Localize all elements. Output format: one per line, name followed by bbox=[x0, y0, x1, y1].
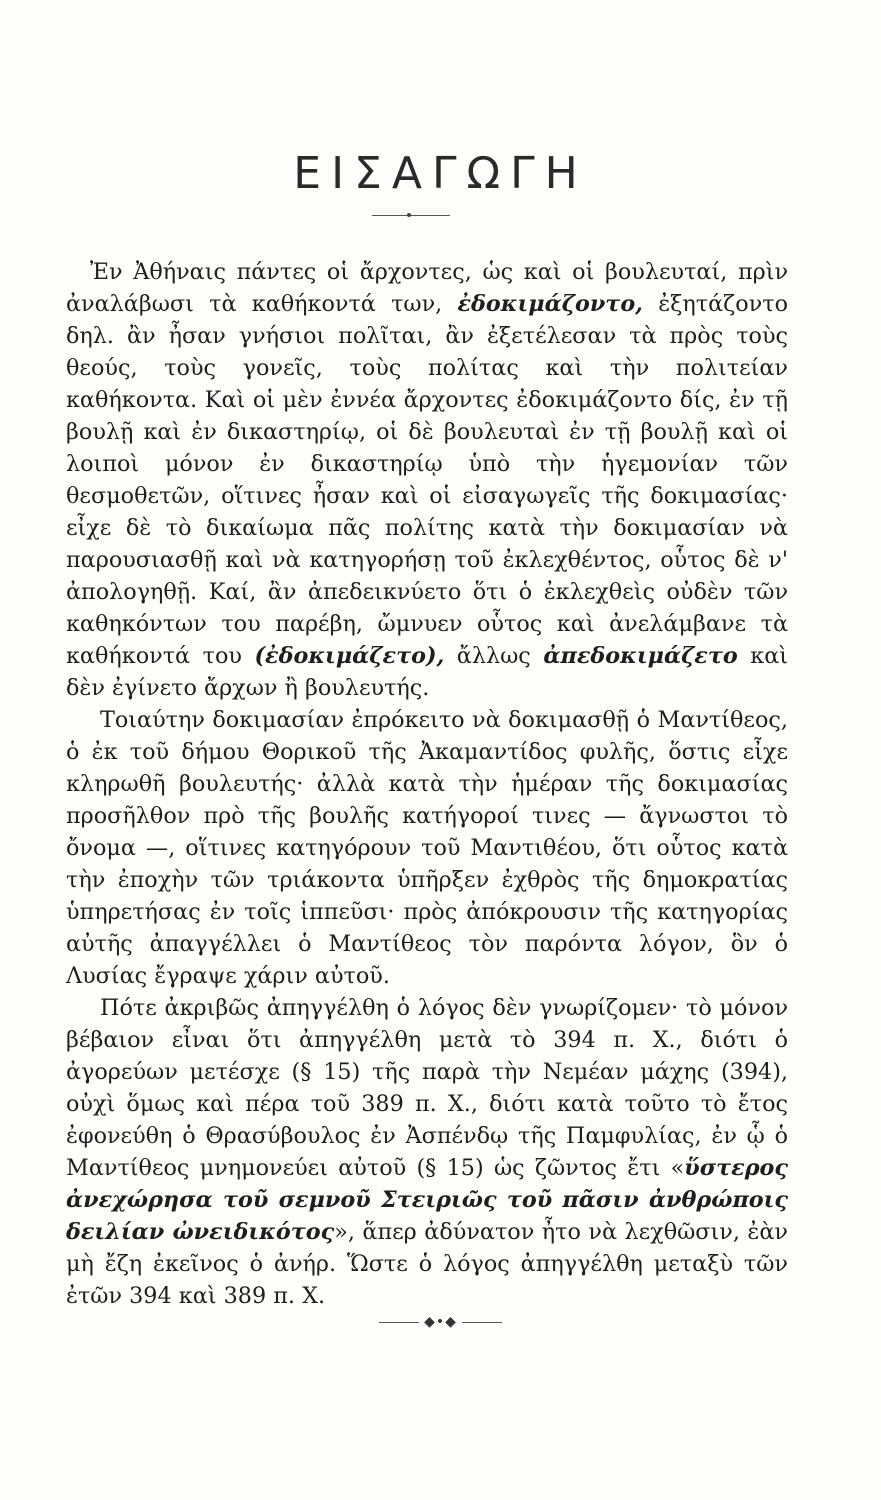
ornament-line-right bbox=[462, 1322, 502, 1323]
p1-emphasis-1: ἐδοκιμάζοντο, bbox=[457, 291, 643, 317]
p1-emphasis-2: (ἐδοκιμάζετο), bbox=[254, 643, 445, 669]
p2-text-1: Τοιαύτην δοκιμασίαν ἐπρόκειτο νὰ δοκιμασθῇ ὁ Μαντίθεος, ὁ ἐκ τοῦ δήμου Θορικοῦ τῆς Ἀκαμαντίδος φυλῆς, ὅστις εἶχε κληρωθῆ βουλευτής· ἀλλὰ κατὰ τὴν ἡμέραν τῆς δοκιμασίας προσῆλθον πρὸ τῆς βουλῆς κατήγοροί τινες — ἄγνωστοι τὸ ὄνομα —, οἵτινες κατηγόρουν τοῦ Μαντιθέου, ὅτι οὗτος κατὰ τὴν ἐποχὴν τῶν τριάκοντα ὑπῆρξεν ἐχθρὸς τῆς δημοκρατίας ὑπηρετήσας ἐν τοῖς ἱππεῦσι· πρὸς ἀπόκρουσιν τῆς κατηγορίας αὐτῆς ἀπαγγέλλει ὁ Μαντίθεος τὸν παρόντα λόγον, ὃν ὁ Λυσίας ἔγραψε χάριν αὐτοῦ. bbox=[66, 707, 788, 989]
p1-text-3: ἄλλως bbox=[444, 643, 544, 669]
p3-quotation: ὕστερος ἀνεχώρησα τοῦ σεμνοῦ Στειριῶς τοῦ πᾶσιν ἀνθρώποις δειλίαν ὠνειδικότος bbox=[66, 1155, 788, 1245]
p1-text-2: ἐξητάζοντο δηλ. ἂν ἦσαν γνήσιοι πολῖται, ἂν ἐξετέλεσαν τὰ πρὸς τοὺς θεούς, τοὺς γονεῖς, τοὺς πολίτας καὶ τὴν πολιτείαν καθήκοντα. Καὶ οἱ μὲν ἐννέα ἄρχοντες ἐδοκιμάζοντο δίς, ἐν τῇ βουλῇ καὶ ἐν δικαστηρίῳ, οἱ δὲ βουλευταὶ ἐν τῇ βουλῇ καὶ οἱ λοιποὶ μόνον ἐν δικαστηρίῳ ὑπὸ τὴν ἡγεμονίαν τῶν θεσμοθετῶν, οἵτινες ἦσαν καὶ οἱ εἰσαγωγεῖς τῆς δοκιμασίας· εἶχε δὲ τὸ δικαίωμα πᾶς πολίτης κατὰ τὴν δοκιμασίαν νὰ παρουσιασθῇ καὶ νὰ κατηγορήσῃ τοῦ ἐκλεχθέντος, οὗτος δὲ ν' ἀπολογηθῇ. Καί, ἂν ἀπεδεικνύετο ὅτι ὁ ἐκλεχθεὶς οὐδὲν τῶν καθηκόντων του παρέβη, ὤμνυεν οὗτος καὶ ἀνελάμβανε τὰ καθήκοντά του bbox=[66, 291, 789, 669]
paragraph-2 bbox=[66, 704, 788, 992]
body-text bbox=[66, 256, 788, 1312]
p1-emphasis-3: ἀπεδοκιμάζετο bbox=[543, 643, 738, 669]
paragraph-3 bbox=[66, 992, 788, 1312]
p3-text-1: Πότε ἀκριβῶς ἀπηγγέλθη ὁ λόγος δὲν γνωρίζομεν· τὸ μόνον βέβαιον εἶναι ὅτι ἀπηγγέλθη μετὰ τὸ 394 π. Χ., διότι ὁ ἀγορεύων μετέσχε (§ 15) τῆς παρὰ τὴν Νεμέαν μάχης (394), οὐχὶ ὅμως καὶ πέρα τοῦ 389 π. Χ., διότι κατὰ τοῦτο τὸ ἔτος ἐφονεύθη ὁ Θρασύβουλος ἐν Ἀσπένδῳ τῆς Παμφυλίας, ἐν ᾧ ὁ Μαντίθεος μνημονεύει αὐτοῦ (§ 15) ὡς ζῶντος ἔτι « bbox=[66, 995, 788, 1181]
ornament-line-left bbox=[379, 1322, 419, 1323]
p3-text-2: », ἅπερ ἀδύνατον ἦτο νὰ λεχθῶσιν, ἐὰν μὴ ἔζη ἐκεῖνος ὁ ἀνήρ. Ὥστε ὁ λόγος ἀπηγγέλθη μεταξὺ τῶν ἐτῶν 394 καὶ 389 π. Χ. bbox=[66, 1219, 788, 1309]
title-divider bbox=[372, 215, 450, 216]
paragraph-1 bbox=[66, 256, 788, 704]
page-title: ΕΙΣΑΓΩΓΗ bbox=[293, 148, 588, 199]
p1-text-1: Ἐν Ἀθήναις πάντες οἱ ἄρχοντες, ὡς καὶ οἱ βουλευταί, πρὶν ἀναλάβωσι τὰ καθήκοντά των, bbox=[66, 259, 788, 317]
title-divider-dot bbox=[407, 213, 411, 217]
p1-text-4: καὶ δὲν ἐγίνετο ἄρχων ἢ βουλευτής. bbox=[66, 643, 789, 701]
ornament-center: ◆•◆ bbox=[424, 1314, 457, 1330]
end-ornament bbox=[0, 1314, 881, 1330]
